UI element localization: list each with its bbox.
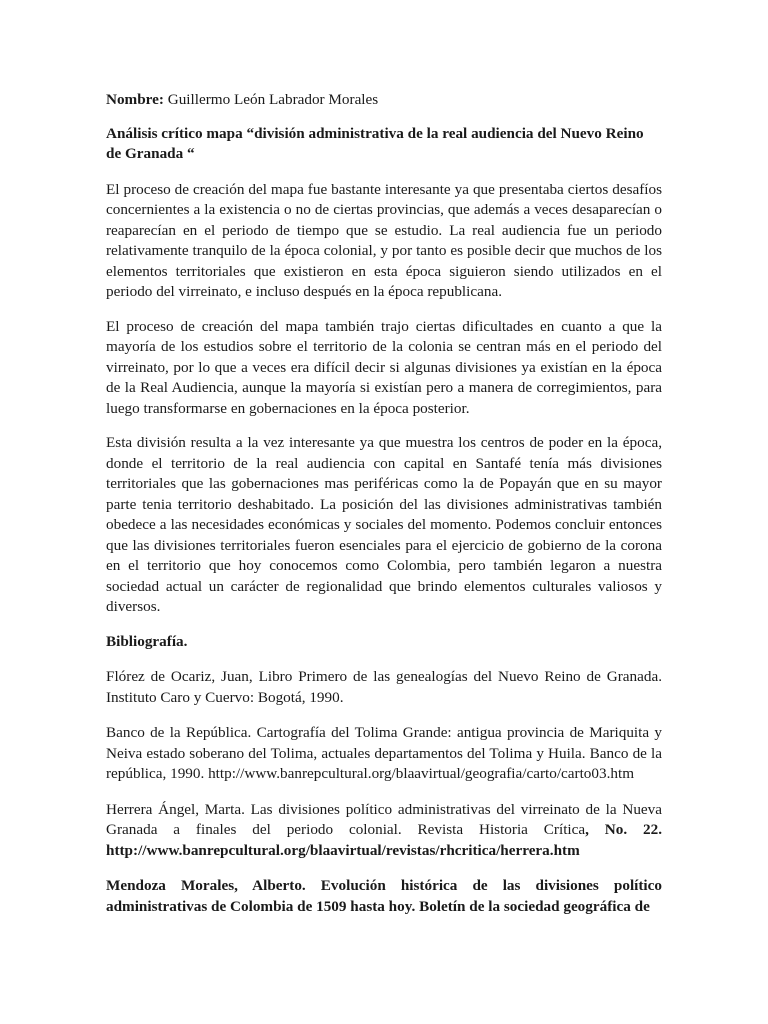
paragraph-3: Esta división resulta a la vez interesante ya que muestra los centros de poder en la época, donde el territorio de la real audiencia con capital en Santafé tenía más divisiones territoriales que las gobernaciones mas periféricas como la de Popayán que en su mayor parte tenia territorio deshabitado. La posición del las divisiones administrativas también obedece a las necesidades económicas y sociales del momento. Podemos concluir entonces que las divisiones territoriales fueron esenciales para el ejercicio de gobierno de la corona en el territorio que hoy conocemos como Colombia, pero también legaron a nuestra sociedad actual un carácter de regionalidad que brindo elementos culturales valiosos y diversos. <box>106 434 662 615</box>
bibliography-entry-2: Banco de la República. Cartografía del Tolima Grande: antigua provincia de Mariquita y Neiva estado soberano del Tolima, actuales departamentos del Tolima y Huila. Banco de la república, 1990. http://www.banrepcultural.org/blaavirtual/geografia/carto/carto03.htm <box>106 724 662 782</box>
bibliography-entry-3-bold: , No. 22. http://www.banrepcultural.org/blaavirtual/revistas/rhcritica/herrera.htm <box>106 821 663 859</box>
bibliography-entry-3 <box>106 800 662 862</box>
author-name: Guillermo León Labrador Morales <box>163 91 379 108</box>
paragraph-2: El proceso de creación del mapa también trajo ciertas dificultades en cuanto a que la mayoría de los estudios sobre el territorio de la colonia se centran más en el periodo del virreinato, por lo que a veces era difícil decir si algunas divisiones ya existían en la época de la Real Audiencia, aunque la mayoría si existían pero a manera de corregimientos, para luego transformarse en gobernaciones en la época posterior. <box>106 317 662 417</box>
bibliography-heading: Bibliografía. <box>106 632 188 650</box>
author-label: Nombre: <box>106 91 164 108</box>
paragraph-1: El proceso de creación del mapa fue bastante interesante ya que presentaba ciertos desafíos concernientes a la existencia o no de ciertas provincias, que además a veces desaparecían o reaparecían en el periodo de tiempo que se estudio. La real audiencia fue un periodo relativamente tranquilo de la época colonial, y por tanto es posible decir que muchos de los elementos territoriales que existieron en esta época siguieron siendo utilizados en el periodo del virreinato, e incluso después en la época republicana. <box>106 180 662 300</box>
author-line <box>106 90 662 111</box>
document-title: Análisis crítico mapa “división administrativa de la real audiencia del Nuevo Reino de Granada “ <box>106 124 644 162</box>
bibliography-entry-4: Mendoza Morales, Alberto. Evolución histórica de las divisiones político administrativas de Colombia de 1509 hasta hoy. Boletín de la sociedad geográfica de <box>106 877 662 915</box>
bibliography-entry-3-plain: Herrera Ángel, Marta. Las divisiones político administrativas del virreinato de la Nueva Granada a finales del periodo colonial. Revista Historia Crítica <box>106 800 662 838</box>
bibliography-entry-1: Flórez de Ocariz, Juan, Libro Primero de las genealogías del Nuevo Reino de Granada. Instituto Caro y Cuervo: Bogotá, 1990. <box>106 668 662 706</box>
